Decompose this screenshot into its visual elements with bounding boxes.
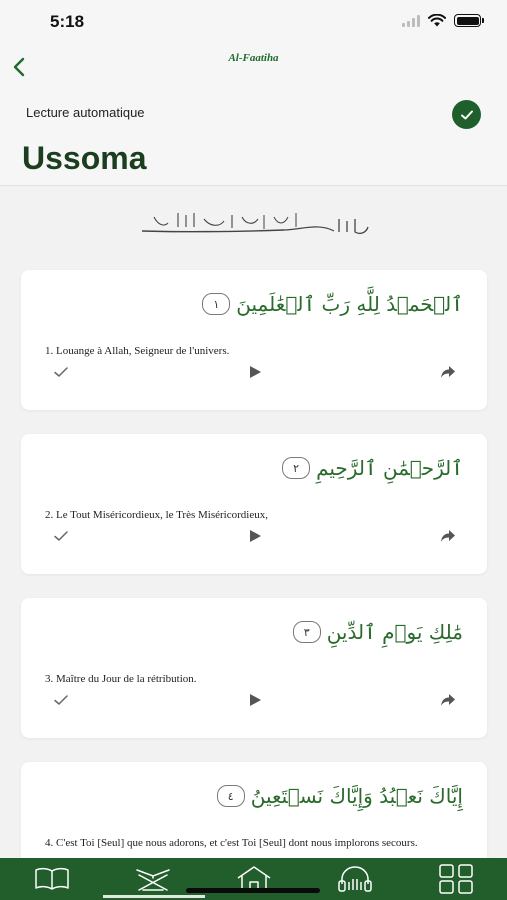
battery-icon [454,14,481,27]
ayah-translation: 2. Le Tout Miséricordieux, le Très Miséricordieux, [45,509,268,521]
mark-read-button[interactable] [51,526,71,546]
checkmark-icon [459,107,475,123]
tab-listen[interactable] [333,862,377,896]
ayah-translation: 3. Maître du Jour de la rétribution. [45,673,197,685]
share-button[interactable] [438,362,458,382]
tab-read[interactable] [30,862,74,896]
ayah-number-badge: ٣ [293,621,321,643]
tab-quran[interactable] [131,862,175,896]
ayah-translation: 1. Louange à Allah, Seigneur de l'univers. [45,345,230,357]
bottom-tab-bar [0,858,507,900]
ayah-arabic-text: مَٰلِكِ يَوۡمِ ٱلدِّينِ [326,620,463,644]
ayah-translation: 4. C'est Toi [Seul] que nous adorons, et c'est Toi [Seul] dont nous implorons secours. [45,837,418,849]
headphones-icon [335,864,375,894]
mark-read-button[interactable] [51,362,71,382]
ayah-card [21,598,487,738]
checkmark-icon [51,362,71,382]
checkmark-icon [51,526,71,546]
status-time: 5:18 [50,12,85,31]
surah-title: Ussoma [22,140,147,176]
play-button[interactable] [245,362,265,382]
ayah-card [21,762,487,872]
share-button[interactable] [438,526,458,546]
ayah-arabic [202,292,463,316]
share-icon [438,362,458,382]
ayah-arabic-text: إِيَّاكَ نَعۡبُدُ وَإِيَّاكَ نَسۡتَعِينُ [250,784,463,808]
ayah-arabic [282,456,463,480]
ayah-arabic [293,620,463,644]
share-icon [438,526,458,546]
ayah-number-badge: ٢ [282,457,310,479]
ayah-number-badge: ١ [202,293,230,315]
status-bar [0,0,507,46]
play-button[interactable] [245,690,265,710]
wifi-icon [428,14,446,27]
tab-more[interactable] [434,862,478,896]
play-icon [245,362,265,382]
autoplay-label: Lecture automatique [26,105,145,120]
ayah-arabic [217,784,463,808]
play-icon [245,526,265,546]
ayah-card [21,270,487,410]
grid-icon [436,863,476,895]
play-button[interactable] [245,526,265,546]
ayah-arabic-text: ٱلۡحَمۡدُ لِلَّهِ رَبِّ ٱلۡعَٰلَمِينَ [236,292,463,316]
book-icon [32,865,72,893]
basmala-calligraphy [134,205,374,243]
play-icon [245,690,265,710]
active-tab-indicator [103,895,205,898]
share-button[interactable] [438,690,458,710]
quran-stand-icon [133,865,173,893]
share-icon [438,690,458,710]
autoplay-checkbox[interactable] [452,100,481,129]
mark-read-button[interactable] [51,690,71,710]
checkmark-icon [51,690,71,710]
status-icons [402,14,481,27]
nav-title: Al-Faatiha [228,52,279,64]
ayah-arabic-text: ٱلرَّحۡمَٰنِ ٱلرَّحِيمِ [316,456,463,480]
signal-icon [402,15,420,27]
home-indicator [186,888,320,893]
ayah-card [21,434,487,574]
ayah-number-badge: ٤ [217,785,245,807]
